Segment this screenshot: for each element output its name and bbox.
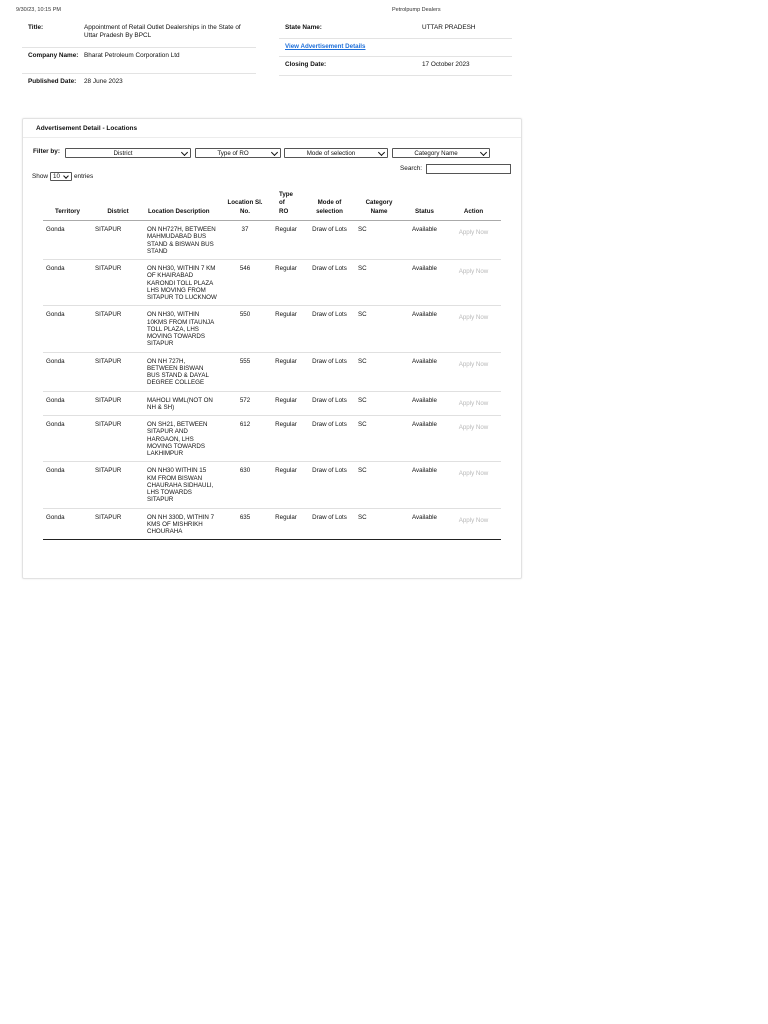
table-row (43, 416, 501, 462)
apply-now-button[interactable]: Apply Now (446, 352, 501, 391)
cell-status: Available (403, 221, 446, 260)
view-advertisement-details-link[interactable]: View Advertisement Details (285, 43, 366, 50)
print-header (0, 7, 768, 17)
cell-description (144, 260, 222, 306)
cell-territory: Gonda (43, 416, 92, 462)
district-filter-select[interactable] (65, 148, 191, 158)
col-header-district[interactable]: District (92, 191, 144, 221)
cell-territory: Gonda (43, 306, 92, 352)
cell-description (144, 306, 222, 352)
search-input[interactable] (426, 164, 511, 174)
apply-now-button[interactable]: Apply Now (446, 391, 501, 416)
mode-of-selection-filter-select[interactable] (284, 148, 388, 158)
cell-type: Regular (268, 260, 304, 306)
cell-description (144, 416, 222, 462)
closing-label: Closing Date: (285, 61, 327, 68)
company-row (22, 48, 256, 74)
cell-status: Available (403, 260, 446, 306)
apply-now-button[interactable]: Apply Now (446, 416, 501, 462)
col-header-territory[interactable]: Territory (43, 191, 92, 221)
col-header-category-name-text: Category Name (365, 199, 393, 215)
cell-description (144, 462, 222, 508)
closing-value: 17 October 2023 (422, 61, 470, 68)
locations-table (43, 191, 501, 540)
cell-mode: Draw of Lots (304, 306, 355, 352)
col-header-location-sl-no[interactable]: Location Sl. No. (222, 191, 268, 221)
cell-territory: Gonda (43, 352, 92, 391)
cell-territory: Gonda (46, 513, 65, 521)
state-row (279, 20, 512, 39)
state-value: UTTAR PRADESH (422, 24, 476, 31)
cell-type: Regular (268, 306, 304, 352)
cell-territory: Gonda (43, 221, 92, 260)
type-of-ro-filter-select[interactable] (195, 148, 281, 158)
chevron-down-icon (63, 173, 69, 179)
cell-type: Regular (268, 462, 304, 508)
cell-type: Regular (268, 416, 304, 462)
state-label: State Name: (285, 24, 322, 31)
table-header-row (43, 191, 501, 221)
cell-type: Regular (268, 221, 304, 260)
cell-territory: Gonda (43, 391, 92, 416)
table-row (43, 352, 501, 391)
company-value: Bharat Petroleum Corporation Ltd (84, 52, 180, 59)
chevron-down-icon (181, 149, 188, 156)
entries-per-page-value: 10 (53, 173, 60, 180)
show-label: Show (32, 173, 48, 180)
cell-description-text: ON NH30, WITHIN 10KMS FROM ITAUNJA TOLL PLAZA, LHS MOVING TOWARDS SITAPUR (147, 311, 214, 348)
chevron-down-icon (378, 149, 385, 156)
advertisement-info-left (22, 20, 256, 96)
cell-status: Available (403, 352, 446, 391)
view-details-row (279, 39, 512, 57)
cell-sl-no: 630 (222, 462, 268, 508)
cell-sl-no: 572 (222, 391, 268, 416)
chevron-down-icon (480, 149, 487, 156)
category-name-filter-value: Category Name (414, 150, 458, 157)
type-of-ro-filter-value: Type of RO (217, 150, 249, 157)
cell-district: SITAPUR (92, 416, 144, 462)
cell-district: SITAPUR (92, 352, 144, 391)
mode-of-selection-filter-value: Mode of selection (306, 150, 356, 157)
cell-status: Available (403, 391, 446, 416)
col-header-category-name[interactable] (355, 191, 403, 221)
cell-sl-no: 37 (222, 221, 268, 260)
cell-sl-no: 635 (239, 513, 251, 521)
cell-description-text: ON NH30 WITHIN 15 KM FROM BISWAN CHAURAHA SIDHAULI, LHS TOWARDS SITAPUR (147, 467, 214, 504)
chevron-down-icon (271, 149, 278, 156)
cell-mode: Draw of Lots (304, 221, 355, 260)
cell-district: SITAPUR (92, 391, 144, 416)
company-label: Company Name: (28, 52, 79, 59)
title-row (22, 20, 256, 48)
table-row (43, 391, 501, 416)
cell-sl-no: 550 (222, 306, 268, 352)
cell-district: SITAPUR (92, 462, 144, 508)
cell-description (144, 391, 222, 416)
filter-label: Filter by: (33, 148, 60, 155)
cell-status: Available (403, 462, 446, 508)
cell-category: SC (355, 462, 403, 508)
cell-description (144, 352, 222, 391)
cell-mode: Draw of Lots (304, 462, 355, 508)
apply-now-button[interactable]: Apply Now (446, 260, 501, 306)
cell-description (144, 221, 222, 260)
cell-description-text: ON NH727H, BETWEEN MAHMUDABAD BUS STAND & BISWAN BUS STAND (147, 226, 216, 255)
entries-label: entries (74, 173, 94, 180)
advertisement-info-right (279, 20, 512, 76)
category-name-filter-select[interactable] (392, 148, 490, 158)
cell-description-text: ON NH30, WITHIN 7 KM OF KHAIRABAD KARONDI TOLL PLAZA LHS MOVING FROM SITAPUR TO LUCKNOW (147, 265, 217, 302)
col-header-mode-of-selection[interactable] (304, 191, 355, 221)
cell-description (144, 508, 222, 540)
closing-row (279, 57, 512, 76)
cell-mode: Draw of Lots (304, 352, 355, 391)
published-label: Published Date: (28, 78, 77, 85)
apply-now-button[interactable]: Apply Now (446, 462, 501, 508)
apply-now-button[interactable]: Apply Now (446, 221, 501, 260)
print-page-title: Petrolpump Dealers (392, 7, 441, 13)
cell-category: SC (355, 352, 403, 391)
cell-category: SC (355, 221, 403, 260)
cell-type: Regular (275, 513, 297, 521)
col-header-type-of-ro-text: Type of RO (279, 191, 293, 215)
cell-sl-no: 546 (222, 260, 268, 306)
col-header-type-of-ro[interactable] (268, 191, 304, 221)
cell-category: SC (355, 260, 403, 306)
district-filter-value: District (113, 150, 133, 157)
apply-now-button[interactable]: Apply Now (446, 306, 501, 352)
entries-per-page-select[interactable] (50, 172, 72, 181)
cell-mode: Draw of Lots (304, 260, 355, 306)
show-entries (32, 172, 93, 181)
cell-description-text: ON SH21, BETWEEN SITAPUR AND HARGAON, LHS MOVING TOWARDS LAKHIMPUR (147, 421, 208, 458)
cell-status: Available (412, 513, 437, 521)
title-label: Title: (28, 24, 44, 31)
cell-sl-no: 612 (222, 416, 268, 462)
cell-territory: Gonda (43, 260, 92, 306)
cell-district: SITAPUR (92, 260, 144, 306)
print-timestamp: 9/30/23, 10:15 PM (16, 7, 61, 13)
search-label: Search: (400, 165, 423, 172)
col-header-mode-of-selection-text: Mode of selection (316, 199, 343, 215)
col-header-location-description[interactable] (144, 191, 222, 221)
cell-mode: Draw of Lots (312, 513, 347, 521)
cell-district: SITAPUR (92, 306, 144, 352)
cell-type: Regular (268, 352, 304, 391)
cell-district: SITAPUR (92, 221, 144, 260)
table-row (43, 462, 501, 508)
col-header-status[interactable]: Status (403, 191, 446, 221)
cell-territory: Gonda (43, 462, 92, 508)
cell-category: SC (355, 416, 403, 462)
published-row (22, 74, 256, 96)
title-value: Appointment of Retail Outlet Dealerships in the State of Uttar Pradesh By BPCL (84, 24, 241, 39)
table-row (43, 508, 501, 540)
cell-mode: Draw of Lots (304, 416, 355, 462)
cell-mode: Draw of Lots (304, 391, 355, 416)
cell-category: SC (355, 391, 403, 416)
cell-description-text: ON NH 330D, WITHIN 7 KMS OF MISHRIKH CHOURAHA (147, 513, 215, 536)
cell-category: SC (358, 513, 367, 521)
cell-sl-no: 555 (222, 352, 268, 391)
cell-district: SITAPUR (95, 513, 122, 521)
cell-type: Regular (268, 391, 304, 416)
col-header-action: Action (446, 191, 501, 221)
table-row (43, 306, 501, 352)
table-row (43, 221, 501, 260)
published-value: 28 June 2023 (84, 78, 123, 85)
cell-description-text: ON NH 727H, BETWEEN BISWAN BUS STAND & DAYAL DEGREE COLLEGE (147, 357, 209, 387)
cell-status: Available (403, 416, 446, 462)
table-row (43, 260, 501, 306)
col-header-location-description-text: Location Description (148, 207, 210, 215)
panel-divider (23, 137, 521, 138)
cell-status: Available (403, 306, 446, 352)
cell-description-text: MAHOLI WML(NOT ON NH & SH) (147, 396, 213, 411)
panel-title: Advertisement Detail - Locations (36, 125, 138, 132)
locations-panel (22, 118, 522, 579)
apply-now-button[interactable]: Apply Now (458, 516, 489, 524)
cell-category: SC (355, 306, 403, 352)
